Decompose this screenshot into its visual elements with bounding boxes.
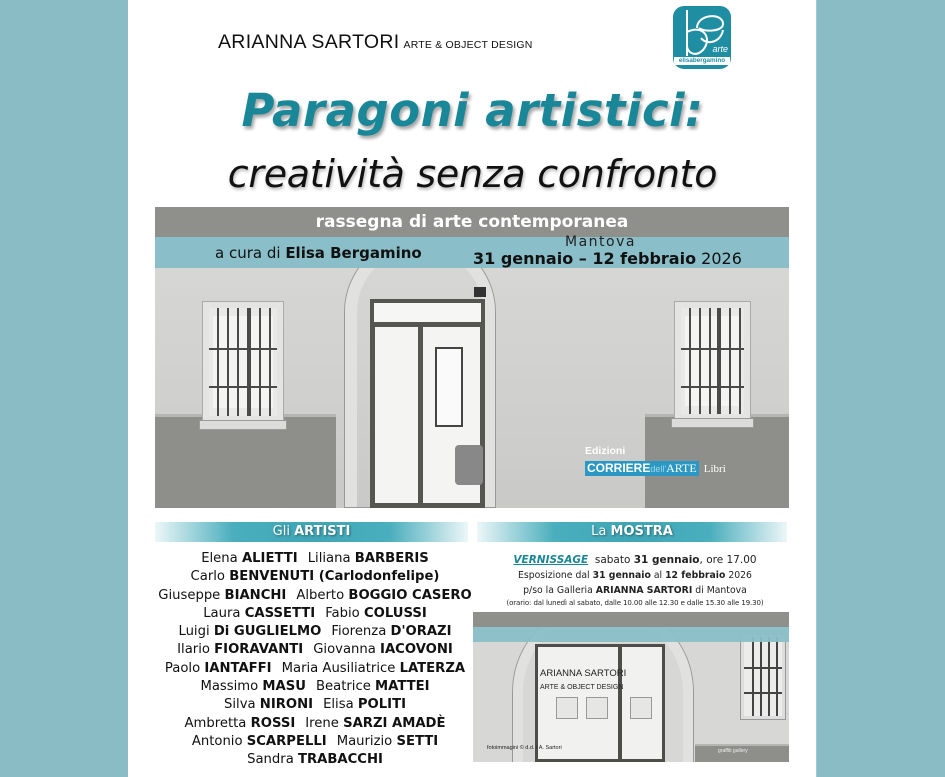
be-monogram-logo-icon [673, 6, 731, 69]
artist-name [308, 551, 429, 566]
artist-first-name: Ambretta [184, 715, 247, 731]
plaque-text: graffiti gallery [718, 748, 748, 754]
artist-row [150, 568, 480, 586]
artist-first-name: Carlo [190, 569, 225, 585]
door-sign-name: ARIANNA SARTORI [540, 668, 627, 679]
gallery-facade-photo [155, 207, 789, 508]
artist-first-name: Liliana [307, 551, 351, 566]
artist-first-name: Elisa [323, 697, 354, 713]
artist-first-name: Sandra [247, 752, 294, 768]
artist-name [331, 624, 451, 639]
artist-last-name: IACOVONI [380, 642, 453, 658]
artist-name [177, 642, 303, 657]
venue-line: p/so la Galleria ARIANNA SARTORI di Mantova [523, 585, 747, 596]
event-type-text: rassegna di arte contemporanea [315, 212, 629, 232]
artist-row [150, 678, 480, 696]
artist-row [150, 605, 480, 623]
show-section-header: La MOSTRA [477, 522, 787, 542]
artist-first-name: Fabio [325, 605, 360, 621]
artist-name [200, 679, 306, 694]
artist-last-name: IANTAFFI [204, 660, 272, 676]
artist-name [282, 661, 465, 676]
artist-last-name: BOGGIO CASERO [348, 587, 472, 603]
brand-name: ARIANNA SARTORI [218, 31, 400, 53]
artist-first-name: Elena [201, 551, 238, 566]
door-sign-sub: ARTE & OBJECT DESIGN [540, 684, 624, 691]
artist-last-name: TRABACCHI [297, 752, 383, 768]
artist-name [247, 752, 383, 767]
artist-first-name: Massimo [200, 679, 259, 695]
artist-row [150, 733, 480, 751]
artist-last-name: POLITI [357, 697, 406, 713]
artist-last-name: Di GUGLIELMO [213, 624, 322, 640]
artist-last-name: BENVENUTI (Carlodonfelipe) [229, 569, 440, 585]
artist-name [191, 569, 440, 584]
artist-row [150, 587, 480, 605]
curator-name: Elisa Bergamino [285, 244, 422, 262]
curator-line [215, 244, 422, 262]
curator-prefix: a cura di [215, 244, 281, 262]
artist-name [323, 697, 406, 712]
artist-row [150, 715, 480, 733]
event-type-band [155, 207, 789, 237]
logo-name-text: elisabergamino [674, 57, 730, 65]
artist-name [316, 679, 430, 694]
artist-first-name: Paolo [164, 660, 201, 676]
artist-first-name: Alberto [296, 587, 345, 603]
publisher-logo [585, 445, 726, 476]
date-range [473, 249, 742, 268]
artist-name [224, 697, 313, 712]
artist-last-name: NIRONI [259, 697, 314, 713]
artist-first-name: Maria Ausiliatrice [281, 660, 396, 676]
vernissage-line: VERNISSAGE sabato 31 gennaio, ore 17.00 [513, 554, 757, 566]
artist-name [192, 734, 327, 749]
artist-name [201, 551, 298, 566]
city-label: Mantova [565, 234, 636, 250]
artist-first-name: Ilario [177, 642, 210, 658]
gallery-brand [218, 31, 533, 54]
artist-last-name: FIORAVANTI [214, 642, 304, 658]
publisher-edizioni: Edizioni [585, 445, 626, 457]
artist-last-name: D'ORAZI [390, 624, 452, 640]
artist-name [305, 716, 445, 731]
artist-name [325, 606, 427, 621]
artist-first-name: Giovanna [313, 642, 376, 658]
date-year: 2026 [701, 249, 742, 268]
photo-gray-band [473, 612, 789, 627]
poster-subtitle: creatività senza confronto [227, 152, 718, 196]
artist-last-name: ROSSI [250, 715, 296, 731]
artist-last-name: BIANCHI [224, 587, 287, 603]
artist-last-name: SETTI [396, 733, 439, 749]
artist-last-name: SCARPELLI [246, 733, 327, 749]
artist-name [337, 734, 438, 749]
artist-last-name: SARZI AMADÈ [343, 715, 446, 731]
artist-name [165, 661, 272, 676]
brand-subtitle: ARTE & OBJECT DESIGN [403, 39, 533, 51]
artist-name [158, 588, 286, 603]
photo-teal-band [473, 627, 789, 642]
artist-name [203, 606, 315, 621]
artist-first-name: Luigi [178, 624, 210, 640]
artists-section-header: Gli ARTISTI [155, 522, 468, 542]
artist-last-name: COLUSSI [363, 605, 427, 621]
artist-first-name: Antonio [191, 733, 243, 749]
artist-first-name: Beatrice [315, 679, 371, 695]
opening-hours: (orario: dal lunedì al sabato, dalle 10.00 alle 12.30 e dalle 15.30 alle 19.30) [506, 599, 764, 607]
barred-window [741, 634, 785, 719]
artist-first-name: Maurizio [336, 733, 393, 749]
artist-last-name: MATTEI [375, 679, 430, 695]
artist-last-name: CASSETTI [244, 605, 316, 621]
artist-first-name: Silva [224, 697, 256, 713]
show-info [475, 553, 795, 608]
artist-row [150, 550, 480, 568]
artist-last-name: LATERZA [399, 660, 466, 676]
logo-arte-text: arte [712, 44, 728, 54]
artist-name [184, 716, 295, 731]
artists-list [150, 550, 480, 770]
publisher-libri: Libri [703, 463, 726, 475]
artist-row [150, 751, 480, 769]
vernissage-label: VERNISSAGE [513, 554, 589, 566]
publisher-corriere: CORRIEREdell'ARTE [587, 461, 697, 475]
barred-window [675, 302, 750, 420]
curator-date-band [155, 234, 789, 268]
artist-last-name: ALIETTI [241, 551, 298, 566]
artist-first-name: Irene [305, 715, 339, 731]
poster-title: Paragoni artistici: [241, 84, 704, 137]
glass-entrance-door [370, 322, 485, 508]
artist-name [313, 642, 453, 657]
door-transom [370, 299, 485, 322]
artist-name [296, 588, 471, 603]
artist-first-name: Laura [203, 605, 241, 621]
exhibition-dates-line: Esposizione dal 31 gennaio al 12 febbraio 2026 [518, 570, 752, 581]
artist-row [150, 623, 480, 641]
artist-last-name: MASU [262, 679, 306, 695]
artist-first-name: Fiorenza [331, 624, 387, 640]
artist-last-name: BARBERIS [354, 551, 429, 566]
photo-credit: fotoimmagini © d.d. / A. Sartori [487, 745, 562, 751]
artist-name [178, 624, 321, 639]
date-range-bold: 31 gennaio – 12 febbraio [473, 249, 697, 268]
artist-row [150, 641, 480, 659]
artist-first-name: Giuseppe [158, 587, 221, 603]
security-light [474, 287, 486, 297]
gallery-entrance-photo [473, 612, 789, 762]
artist-row [150, 660, 480, 678]
barred-window [203, 302, 283, 422]
artist-row [150, 696, 480, 714]
